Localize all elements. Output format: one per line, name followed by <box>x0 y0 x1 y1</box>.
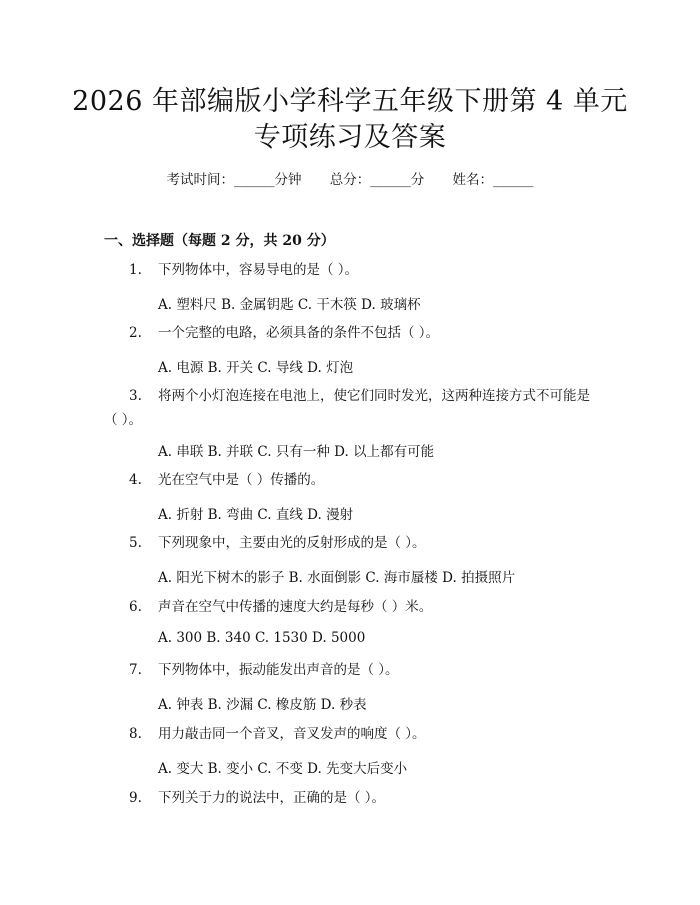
question-number: 3. <box>129 388 142 404</box>
question-text: 下列关于力的说法中，正确的是（ ）。 <box>158 790 386 806</box>
question-number: 1. <box>129 262 142 278</box>
doc-title-line2: 专项练习及答案 <box>253 122 447 153</box>
section-title: 一、选择题（每题 2 分，共 20 分） <box>104 233 335 249</box>
question-2-options: A. 电源 B. 开关 C. 导线 D. 灯泡 <box>158 360 354 376</box>
question-text: 下列物体中，容易导电的是（ ）。 <box>158 262 359 278</box>
exam-time-field: 考试时间：______分钟 <box>166 172 302 188</box>
question-5-options: A. 阳光下树木的影子 B. 水面倒影 C. 海市蜃楼 D. 拍摄照片 <box>158 570 516 586</box>
question-3-text-cont: （ ）。 <box>104 412 143 428</box>
question-6-options: A. 300 B. 340 C. 1530 D. 5000 <box>158 630 366 646</box>
question-3-options: A. 串联 B. 并联 C. 只有一种 D. 以上都有可能 <box>158 444 435 460</box>
question-7-options: A. 钟表 B. 沙漏 C. 橡皮筋 D. 秒表 <box>158 697 367 713</box>
question-text: 声音在空气中传播的速度大约是每秒（ ）米。 <box>158 599 433 615</box>
question-number: 5. <box>129 535 142 551</box>
exam-info <box>0 168 700 188</box>
question-number: 9. <box>129 790 142 806</box>
name-field: 姓名：______ <box>452 172 534 188</box>
question-1-options: A. 塑料尺 B. 金属钥匙 C. 干木筷 D. 玻璃杯 <box>158 297 421 313</box>
total-score-field: 总分：______分 <box>329 172 425 188</box>
question-number: 2. <box>129 325 142 341</box>
question-text: 下列物体中，振动能发出声音的是（ ）。 <box>158 662 399 678</box>
question-number: 7. <box>129 662 142 678</box>
question-text: 光在空气中是（ ）传播的。 <box>158 472 325 488</box>
question-text: 用力敲击同一个音叉，音叉发声的响度（ ）。 <box>158 726 426 742</box>
question-8-options: A. 变大 B. 变小 C. 不变 D. 先变大后变小 <box>158 761 408 777</box>
question-number: 4. <box>129 472 142 488</box>
question-text: 下列现象中，主要由光的反射形成的是（ ）。 <box>158 535 426 551</box>
doc-title-line1: 2026 年部编版小学科学五年级下册第 4 单元 <box>72 86 628 117</box>
question-number: 6. <box>129 599 142 615</box>
question-4-options: A. 折射 B. 弯曲 C. 直线 D. 漫射 <box>158 507 354 523</box>
question-number: 8. <box>129 726 142 742</box>
question-text: 将两个小灯泡连接在电池上，使它们同时发光，这两种连接方式不可能是 <box>158 388 590 404</box>
question-text: 一个完整的电路，必须具备的条件不包括（ ）。 <box>158 325 440 341</box>
